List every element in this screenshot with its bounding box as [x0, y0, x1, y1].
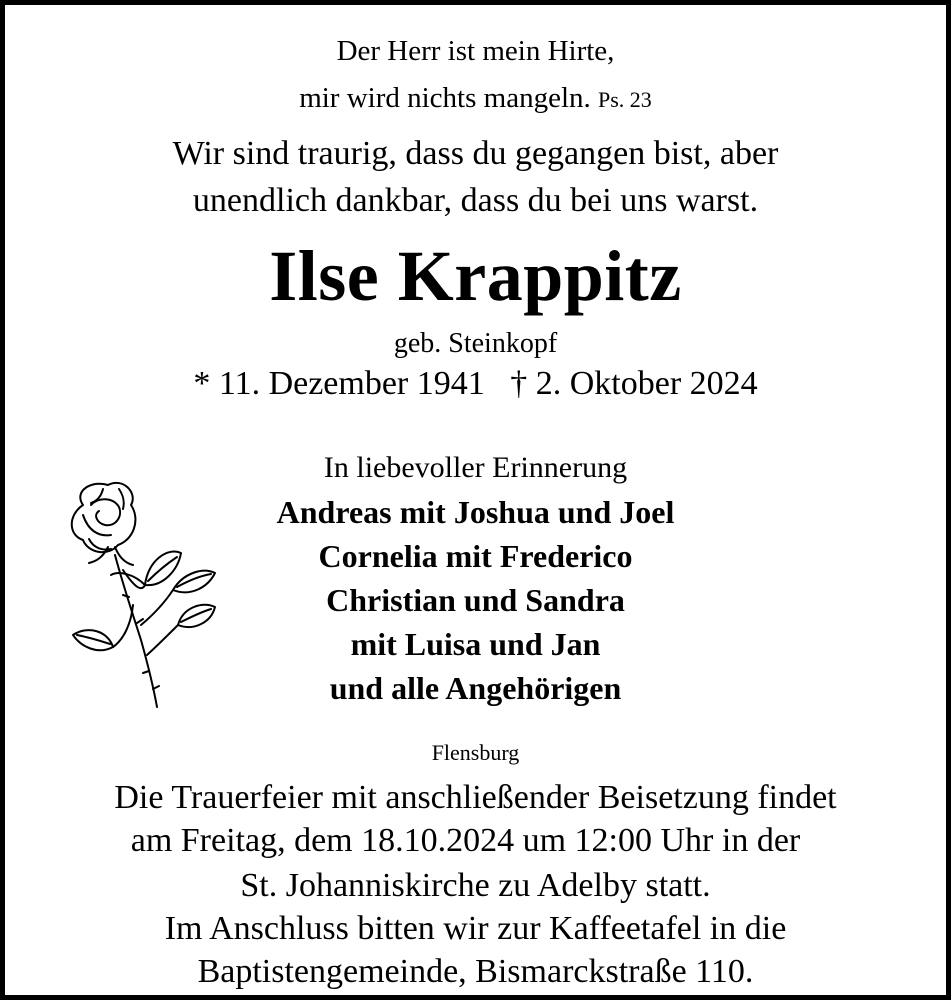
city: Flensburg: [431, 740, 520, 765]
mourner-line: Cornelia mit Frederico: [318, 538, 633, 574]
rose-icon: [53, 475, 223, 715]
service-line: Baptistengemeinde, Bismarckstraße 110.: [197, 953, 754, 990]
psalm-reference: Ps. 23: [598, 87, 652, 112]
service-line: am Freitag, dem 18.10.2024 um 12:00 Uhr in der: [130, 822, 801, 859]
memory-intro: In liebevoller Erinnerung: [323, 451, 628, 484]
mourner-line: und alle Angehörigen: [329, 670, 622, 706]
psalm-line-1: Der Herr ist mein Hirte,: [336, 35, 615, 67]
service-line: Im Anschluss bitten wir zur Kaffeetafel in die: [164, 910, 787, 947]
service-line: St. Johanniskirche zu Adelby statt.: [240, 867, 711, 904]
deceased-name: Ilse Krappitz: [269, 236, 682, 316]
quote-line-1: Wir sind traurig, dass du gegangen bist, aber: [172, 135, 779, 172]
mourner-line: Christian und Sandra: [326, 582, 625, 618]
mourner-line: mit Luisa und Jan: [350, 626, 601, 662]
psalm-line-2: [5, 82, 946, 115]
service-line: Die Trauerfeier mit anschließender Beisetzung findet: [114, 779, 837, 816]
maiden-name: geb. Steinkopf: [393, 328, 558, 359]
psalm-text: mir wird nichts mangeln.: [299, 82, 591, 114]
quote-line-2: unendlich dankbar, dass du bei uns warst.: [192, 182, 759, 219]
life-dates: * 11. Dezember 1941 † 2. Oktober 2024: [193, 365, 758, 402]
mourner-line: Andreas mit Joshua und Joel: [276, 494, 675, 530]
